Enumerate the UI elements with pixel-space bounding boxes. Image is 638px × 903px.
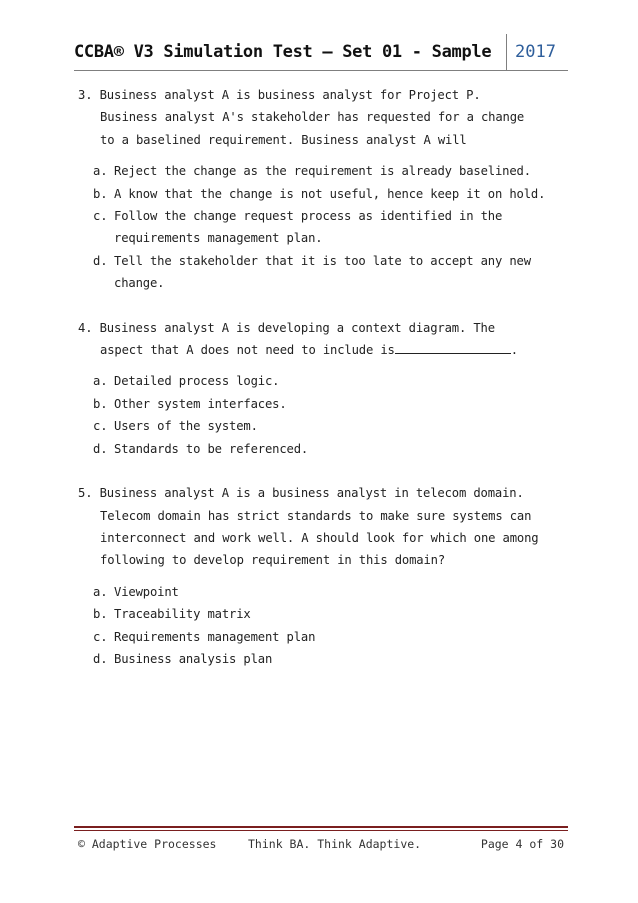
option-letter: b. [93, 396, 108, 411]
option-letter: a. [93, 374, 108, 389]
option-text: Detailed process logic. [114, 374, 280, 389]
header-title: CCBA® V3 Simulation Test – Set 01 - Sample [74, 42, 492, 62]
answer-options [78, 370, 568, 460]
footer-divider-thick [74, 826, 568, 828]
question-line: Telecom domain has strict standards to make sure systems can [100, 508, 532, 523]
option-letter: d. [93, 441, 108, 456]
option-letter: a. [93, 584, 108, 599]
option-letter: a. [93, 164, 108, 179]
header-divider [74, 70, 568, 71]
option-letter: c. [93, 629, 108, 644]
option-text: Other system interfaces. [114, 396, 287, 411]
question-line: Business analyst A's stakeholder has requested for a change [100, 110, 525, 125]
question-line: to a baselined requirement. Business analyst A will [100, 132, 467, 147]
question-line: interconnect and work well. A should look for which one among [100, 530, 539, 545]
option-text: Standards to be referenced. [114, 441, 309, 456]
option-letter: b. [93, 607, 108, 622]
footer-divider-thin [74, 830, 568, 831]
header-year: 2017 [506, 34, 556, 70]
blank-suffix: . [510, 343, 518, 358]
option-text: A know that the change is not useful, hence keep it on hold. [114, 186, 546, 201]
question-number: 5. [78, 486, 93, 501]
option-text: Viewpoint [114, 584, 179, 599]
option-text: Users of the system. [114, 419, 258, 434]
footer-page-number: Page 4 of 30 [480, 837, 564, 851]
answer-option[interactable] [93, 626, 568, 648]
question-4-text [78, 317, 568, 362]
page-header [74, 34, 568, 70]
answer-option[interactable] [93, 160, 568, 182]
answer-option[interactable] [93, 250, 568, 295]
option-text: Tell the stakeholder that it is too late to accept any new change. [114, 253, 531, 291]
question-3-text [78, 84, 568, 151]
question-line: Business analyst A is developing a context diagram. The [99, 320, 495, 335]
question-4 [78, 317, 568, 460]
question-line: aspect that A does not need to include is [100, 343, 395, 358]
option-text: Follow the change request process as identified in the requirements management plan. [114, 209, 503, 246]
footer-tagline: Think BA. Think Adaptive. [248, 837, 422, 851]
answer-options [78, 581, 568, 671]
answer-options [78, 160, 568, 294]
answer-option[interactable] [93, 581, 568, 603]
option-text: Business analysis plan [114, 651, 273, 666]
option-letter: c. [93, 419, 108, 434]
question-line: following to develop requirement in this domain? [100, 553, 445, 568]
option-letter: d. [93, 253, 108, 268]
answer-option[interactable] [93, 183, 568, 205]
question-5-text [78, 482, 568, 572]
question-line: Business analyst A is business analyst for Project P. [99, 88, 481, 102]
question-list [78, 84, 568, 684]
answer-option[interactable] [93, 603, 568, 625]
answer-option[interactable] [93, 393, 568, 415]
question-line: Business analyst A is a business analyst in telecom domain. [99, 486, 524, 501]
option-letter: d. [93, 651, 108, 666]
question-number: 4. [78, 320, 93, 335]
footer-copyright: © Adaptive Processes [78, 837, 217, 851]
question-5 [78, 482, 568, 670]
answer-option[interactable] [93, 648, 568, 670]
answer-option[interactable] [93, 205, 568, 250]
option-letter: c. [93, 209, 108, 224]
question-3 [78, 84, 568, 295]
option-text: Traceability matrix [114, 607, 251, 622]
question-number: 3. [78, 88, 93, 102]
answer-option[interactable] [93, 370, 568, 392]
option-letter: b. [93, 186, 108, 201]
answer-option[interactable] [93, 415, 568, 437]
option-text: Reject the change as the requirement is already baselined. [114, 164, 531, 179]
answer-option[interactable] [93, 438, 568, 460]
option-text: Requirements management plan [114, 629, 316, 644]
answer-blank [395, 340, 511, 354]
